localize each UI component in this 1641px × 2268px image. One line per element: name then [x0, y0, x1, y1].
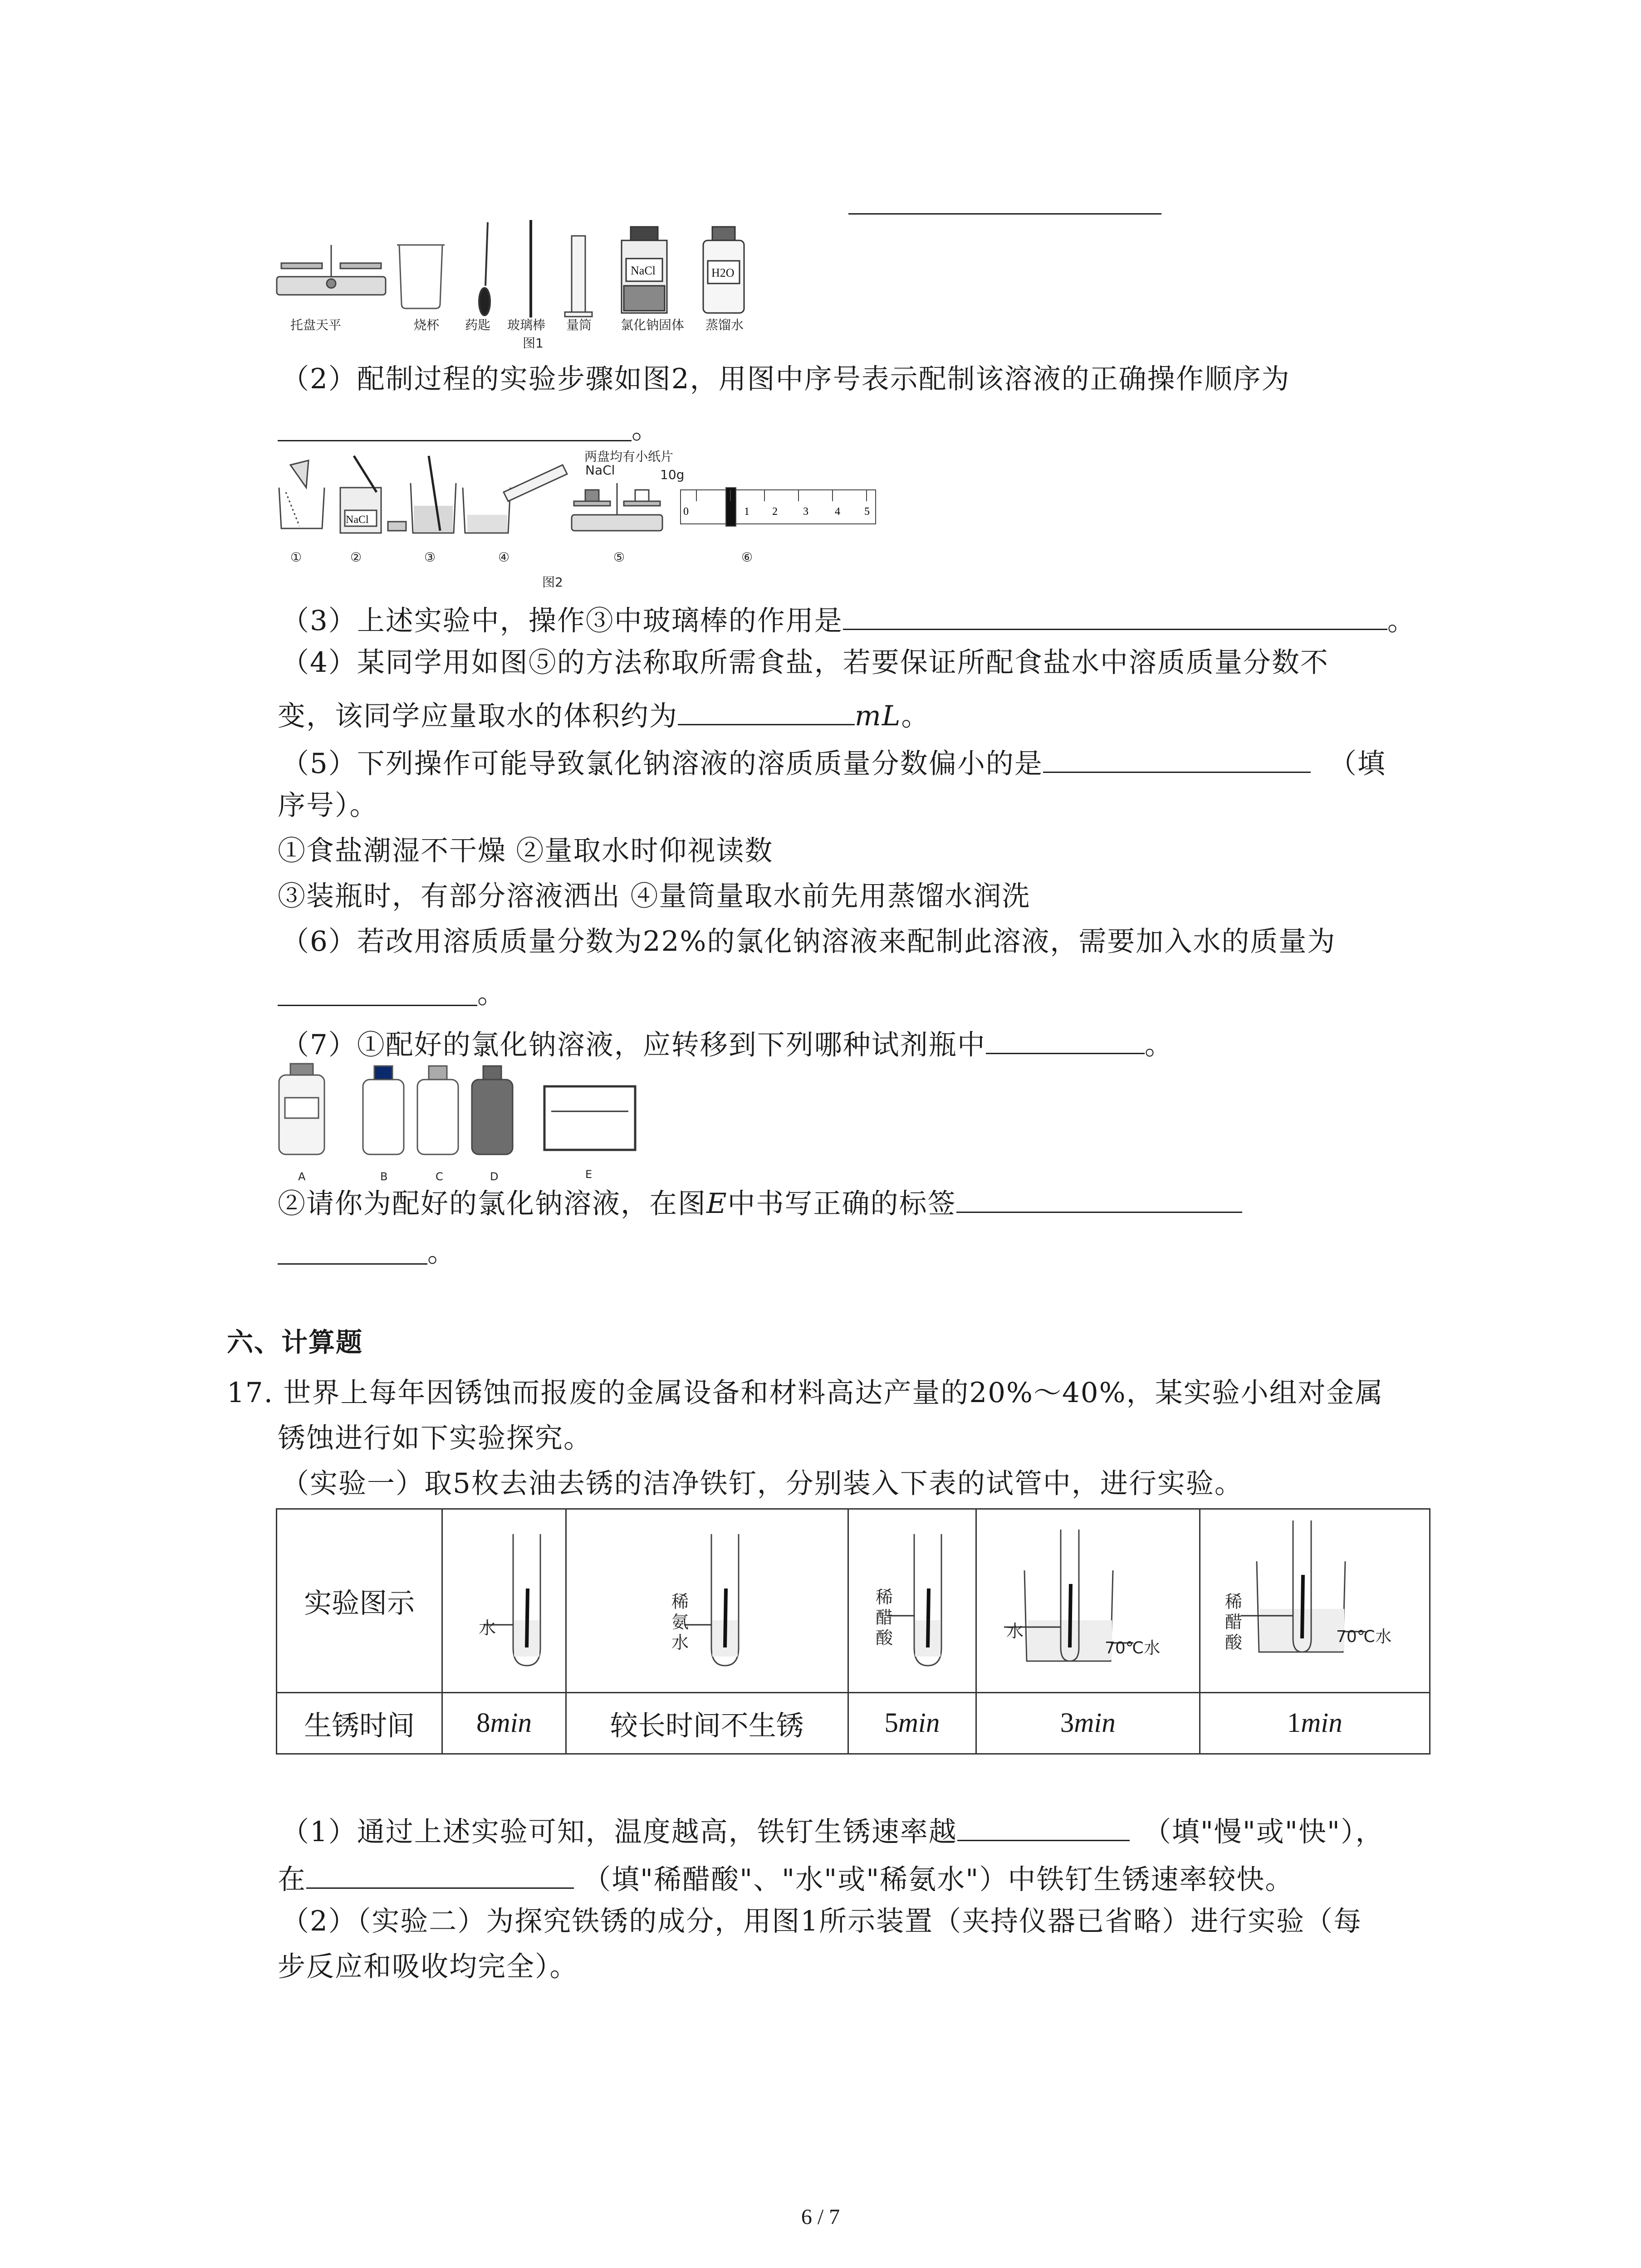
label-ammonia-3: 水	[671, 1633, 689, 1652]
label-vinegar-3: 酸	[876, 1628, 893, 1648]
q4-end: 。	[901, 700, 930, 732]
bottle-label-a: A	[298, 1170, 306, 1183]
experiment-table	[276, 1508, 1430, 1755]
q17-1-line2-text: 在	[278, 1863, 307, 1896]
q5-options-2: ③装瓶时，有部分溶液洒出 ④量筒量取水前先用蒸馏水润洗	[278, 880, 1031, 912]
fig2-caption: 图2	[542, 575, 563, 590]
q17-2-line2: 步反应和吸收均完全）。	[278, 1950, 578, 1983]
reagent-bottles-figure	[272, 1061, 644, 1170]
label-hot-water-1: 70℃水	[1105, 1639, 1161, 1657]
page-number: 6 / 7	[801, 2205, 840, 2229]
q6-answer-blank[interactable]	[278, 1005, 477, 1006]
fig2-step-1: ①	[290, 550, 302, 565]
time-vinegar-unit: min	[898, 1708, 940, 1738]
table-fig-water	[442, 1509, 566, 1693]
q7-line2-e: E	[706, 1188, 728, 1220]
tube-vinegar-svg	[851, 1511, 973, 1684]
q17-1-line1	[281, 1812, 1384, 1846]
ruler-tick-3: 3	[803, 506, 808, 518]
time-vinegar	[848, 1693, 976, 1754]
label-ammonia-1: 稀	[671, 1592, 689, 1612]
answer-blank-top[interactable]	[848, 213, 1161, 215]
fig2-nacl-bottle-text: NaCl	[346, 514, 369, 526]
section-6-title: 六、计算题	[227, 1327, 363, 1358]
q3-end: 。	[1387, 605, 1416, 637]
q4-unit: mL	[855, 700, 901, 732]
q4-line2-text: 变，该同学应量取水的体积约为	[278, 700, 678, 732]
q2-answer-blank[interactable]	[278, 440, 632, 441]
time-hot-water-num: 3	[1060, 1708, 1074, 1738]
label-e-icon	[544, 1086, 635, 1150]
nacl-bottle-icon	[622, 227, 667, 313]
fig1-label-spoon: 药匙	[465, 318, 491, 332]
q4-answer-blank[interactable]	[678, 696, 855, 725]
bottle-a-icon	[279, 1064, 324, 1154]
q3-label: （3）上述实验中，操作③中玻璃棒的作用是	[281, 605, 843, 637]
fig1-label-cylinder: 量筒	[566, 318, 592, 332]
ruler-tick-5: 5	[864, 506, 870, 518]
q6-end: 。	[477, 978, 506, 1010]
water-bottle-label: H2O	[711, 266, 735, 279]
q17-line3: （实验一）取5枚去油去锈的洁净铁钉，分别装入下表的试管中，进行实验。	[281, 1467, 1243, 1500]
fig1-label-nacl: 氯化钠固体	[621, 318, 685, 332]
label-water-tube: 水	[479, 1618, 496, 1638]
q5-answer-blank[interactable]	[1043, 744, 1311, 773]
q17-1-line1-text: （1）通过上述实验可知，温度越高，铁钉生锈速率越	[281, 1816, 957, 1848]
time-hot-water	[976, 1693, 1200, 1754]
q7-line2-rest: 中书写正确的标签	[727, 1188, 956, 1220]
q5-line1-text: （5）下列操作可能导致氯化钠溶液的溶质质量分数偏小的是	[281, 748, 1043, 780]
ruler-tick-2: 2	[772, 506, 778, 518]
bottle-label-e: E	[585, 1168, 593, 1181]
label-vinegar-beaker-1: 稀	[1225, 1592, 1243, 1612]
fig1-caption: 图1	[523, 336, 544, 351]
time-water	[442, 1693, 566, 1754]
bottle-b-icon	[363, 1066, 404, 1154]
pour-solid-icon	[279, 460, 324, 528]
fig1-label-balance: 托盘天平	[290, 318, 342, 332]
time-ammonia: 较长时间不生锈	[566, 1693, 848, 1754]
figure-2-svg	[272, 447, 880, 583]
time-vinegar-num: 5	[884, 1708, 898, 1738]
time-hot-vinegar-unit: min	[1301, 1708, 1342, 1738]
label-vinegar-beaker-3: 酸	[1225, 1633, 1243, 1652]
tube-water-svg	[445, 1511, 563, 1684]
fig2-step-4: ④	[498, 550, 510, 565]
q17-1-line1-hint: （填"慢"或"快"），	[1143, 1816, 1384, 1848]
label-water-beaker: 水	[1006, 1621, 1024, 1641]
bottle-d-icon	[472, 1066, 513, 1154]
q3-answer-blank[interactable]	[843, 601, 1387, 630]
spoon-icon	[479, 222, 490, 315]
ruler-tick-1: 1	[744, 506, 749, 518]
q6-line1: （6）若改用溶质质量分数为22%的氯化钠溶液来配制此溶液，需要加入水的质量为	[281, 925, 1336, 958]
ruler-icon	[681, 488, 876, 526]
q7-line1	[281, 1025, 1173, 1059]
fig2-mass: 10g	[660, 467, 685, 482]
q7-line2	[278, 1184, 1242, 1220]
ruler-tick-4: 4	[835, 506, 840, 518]
fig2-step-6: ⑥	[741, 550, 753, 565]
weighing-balance-icon	[572, 483, 662, 531]
fig2-step-2: ②	[350, 550, 362, 565]
fig2-nacl: NaCl	[585, 463, 615, 478]
table-fig-hot-water	[976, 1509, 1200, 1693]
beaker-icon	[397, 245, 445, 308]
q17-line1: 17. 世界上每年因锈蚀而报废的金属设备和材料高达产量的20%～40%，某实验小组对金属	[227, 1377, 1384, 1409]
q2-line1: （2）配制过程的实验步骤如图2，用图中序号表示配制该溶液的正确操作顺序为	[281, 363, 1290, 395]
time-hot-vinegar	[1200, 1693, 1430, 1754]
fig1-label-beaker: 烧杯	[414, 318, 440, 332]
ruler-tick-0: 0	[683, 506, 689, 518]
beaker-hot-water-svg	[979, 1511, 1197, 1684]
time-water-num: 8	[476, 1708, 490, 1738]
q7-answer-blank-1[interactable]	[986, 1025, 1145, 1054]
q17-line2: 锈蚀进行如下实验探究。	[278, 1422, 593, 1454]
bottle-c-icon	[417, 1066, 458, 1154]
table-fig-vinegar	[848, 1509, 976, 1693]
reagent-bottles-svg	[272, 1061, 644, 1170]
q4-line2	[278, 696, 930, 730]
q3-text	[281, 601, 1416, 635]
q17-1-line2-hint: （填"稀醋酸"、"水"或"稀氨水"）中铁钉生锈速率较快。	[583, 1863, 1294, 1896]
time-water-unit: min	[490, 1708, 532, 1738]
balance-icon	[277, 245, 386, 295]
q7-answer-blank-2[interactable]	[956, 1184, 1242, 1213]
q2-end: 。	[632, 413, 661, 445]
fig2-step-3: ③	[424, 550, 436, 565]
fig2-step-5: ⑤	[613, 550, 625, 565]
q7-line2-text: ②请你为配好的氯化钠溶液，在图	[278, 1188, 707, 1220]
label-hot-water-2: 70℃水	[1336, 1628, 1392, 1646]
stirring-beaker-icon	[411, 456, 456, 533]
tube-ammonia-svg	[571, 1511, 843, 1684]
q5-options-1: ①食盐潮湿不干燥 ②量取水时仰视读数	[278, 835, 774, 867]
q17-1-answer-blank-2[interactable]	[306, 1860, 574, 1889]
table-header-figure: 实验图示	[277, 1509, 442, 1693]
q7-end-1: 。	[1144, 1029, 1173, 1061]
bottle-label-b: B	[380, 1170, 388, 1183]
time-hot-vinegar-num: 1	[1287, 1708, 1301, 1738]
table-header-time: 生锈时间	[277, 1693, 442, 1754]
q7-answer-blank-3[interactable]	[278, 1263, 427, 1265]
q17-1-answer-blank-1[interactable]	[957, 1812, 1130, 1841]
table-fig-ammonia	[566, 1509, 848, 1693]
label-vinegar-1: 稀	[876, 1587, 893, 1607]
label-vinegar-beaker-2: 醋	[1225, 1612, 1243, 1632]
measuring-cylinder-icon	[565, 236, 592, 317]
q5-line1-end: （填	[1328, 748, 1386, 780]
bottle-label-c: C	[436, 1170, 443, 1183]
pour-cylinder-icon	[463, 465, 567, 533]
nacl-bottle-label: NaCl	[631, 264, 656, 277]
fig1-label-glass-rod: 玻璃棒	[507, 318, 546, 332]
q7-line1-text: （7）①配好的氯化钠溶液，应转移到下列哪种试剂瓶中	[281, 1029, 986, 1061]
fig2-note: 两盘均有小纸片	[584, 449, 674, 464]
spoon-bottle-icon	[340, 456, 406, 533]
label-ammonia-2: 氨	[671, 1612, 689, 1632]
q17-1-line2	[278, 1860, 1294, 1896]
fig1-label-water: 蒸馏水	[705, 318, 744, 332]
time-hot-water-unit: min	[1074, 1708, 1116, 1738]
label-vinegar-2: 醋	[876, 1608, 893, 1628]
water-bottle-icon	[703, 227, 744, 313]
q17-2-line1: （2）（实验二）为探究铁锈的成分，用图1所示装置（夹持仪器已省略）进行实验（每	[281, 1905, 1362, 1937]
q4-line1: （4）某同学用如图⑤的方法称取所需食盐，若要保证所配食盐水中溶质质量分数不	[281, 646, 1329, 679]
q5-line1	[281, 744, 1386, 780]
figure-2-steps	[272, 447, 880, 583]
q7-end-2: 。	[427, 1236, 456, 1268]
bottle-label-d: D	[490, 1170, 499, 1183]
q5-line2: 序号）。	[278, 789, 378, 821]
